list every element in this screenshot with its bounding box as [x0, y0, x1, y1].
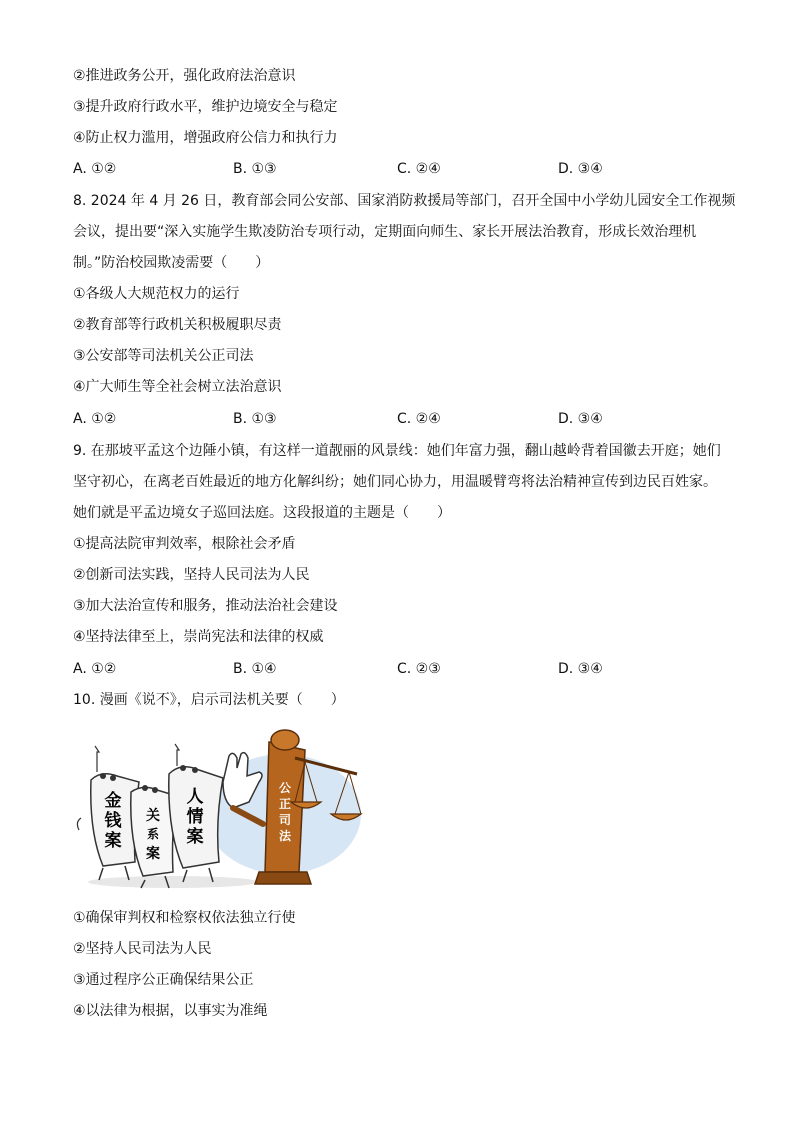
q9-item-1: ①提高法院审判效率，根除社会矛盾	[73, 536, 296, 552]
q10-item-1: ①确保审判权和检察权依法独立行使	[73, 910, 296, 926]
q9-stem-line-3: 她们就是平孟边境女子巡回法庭。这段报道的主题是（ ）	[73, 505, 451, 521]
q8-option-a: A. ①②	[73, 411, 117, 427]
scroll1-char-2: 钱	[104, 811, 122, 831]
q8-item-2: ②教育部等行政机关积极履职尽责	[73, 317, 282, 333]
cartoon-shuo-bu	[73, 722, 363, 892]
q10-item-3: ③通过程序公正确保结果公正	[73, 972, 254, 988]
scroll1-char-3: 案	[104, 831, 122, 851]
q9-options	[73, 659, 733, 679]
statue-char-2: 正	[278, 797, 292, 811]
ground-shadow	[88, 876, 258, 888]
q8-stem-line-2: 会议，提出要“深入实施学生欺凌防治专项行动，定期面向师生、家长开展法治教育，形成长效治理机	[73, 224, 697, 240]
q10-stem: 10. 漫画《说不》，启示司法机关要（ ）	[73, 692, 345, 708]
scroll-money-case	[77, 746, 139, 880]
scroll2-char-1: 关	[146, 808, 160, 824]
q9-stem-line-2: 坚守初心，在离老百姓最近的地方化解纠纷；她们同心协力，用温暖臂弯将法治精神宣传到边民百姓家。	[73, 474, 717, 490]
scroll1-char-1: 金	[104, 791, 122, 811]
q8-option-d: D. ③④	[558, 411, 603, 427]
statue-char-4: 法	[278, 829, 292, 843]
q9-item-3: ③加大法治宣传和服务，推动法治社会建设	[73, 598, 338, 614]
q7-options	[73, 159, 733, 179]
scroll2-char-3: 案	[146, 846, 160, 862]
scroll3-char-1: 人	[186, 787, 204, 807]
cartoon-illustration	[73, 722, 363, 892]
q7-item-2: ②推进政务公开，强化政府法治意识	[73, 68, 296, 84]
q7-item-4: ④防止权力滥用，增强政府公信力和执行力	[73, 130, 338, 146]
scroll3-char-3: 案	[186, 827, 204, 847]
q8-option-c: C. ②④	[397, 411, 441, 427]
q7-option-b: B. ①③	[233, 161, 277, 177]
statue-char-1: 公	[278, 781, 292, 795]
scroll3-char-2: 情	[186, 807, 204, 827]
q9-item-2: ②创新司法实践，坚持人民司法为人民	[73, 567, 310, 583]
q8-stem-line-1: 8. 2024 年 4 月 26 日，教育部会同公安部、国家消防救援局等部门，召开全国中小学幼儿园安全工作视频	[73, 193, 736, 209]
q9-item-4: ④坚持法律至上，崇尚宪法和法律的权威	[73, 629, 324, 645]
q8-item-1: ①各级人大规范权力的运行	[73, 286, 240, 302]
q9-option-b: B. ①④	[233, 661, 277, 677]
q9-option-c: C. ②③	[397, 661, 441, 677]
q7-option-a: A. ①②	[73, 161, 117, 177]
q7-option-d: D. ③④	[558, 161, 603, 177]
q9-option-a: A. ①②	[73, 661, 117, 677]
q7-item-3: ③提升政府行政水平，维护边境安全与稳定	[73, 99, 338, 115]
q9-option-d: D. ③④	[558, 661, 603, 677]
q8-item-3: ③公安部等司法机关公正司法	[73, 348, 254, 364]
q7-option-c: C. ②④	[397, 161, 441, 177]
q8-options	[73, 409, 733, 429]
statue-char-3: 司	[278, 813, 292, 827]
q9-stem-line-1: 9. 在那坡平孟这个边陲小镇，有这样一道靓丽的风景线：她们年富力强，翻山越岭背着国徽去开庭；她们	[73, 443, 721, 459]
scroll2-char-2: 系	[146, 827, 160, 841]
q10-item-4: ④以法律为根据，以事实为准绳	[73, 1003, 268, 1019]
scroll-favor-case	[169, 744, 223, 882]
q10-item-2: ②坚持人民司法为人民	[73, 941, 212, 957]
q8-option-b: B. ①③	[233, 411, 277, 427]
q8-item-4: ④广大师生等全社会树立法治意识	[73, 379, 282, 395]
q8-stem-line-3: 制。”防治校园欺凌需要（ ）	[73, 255, 270, 271]
